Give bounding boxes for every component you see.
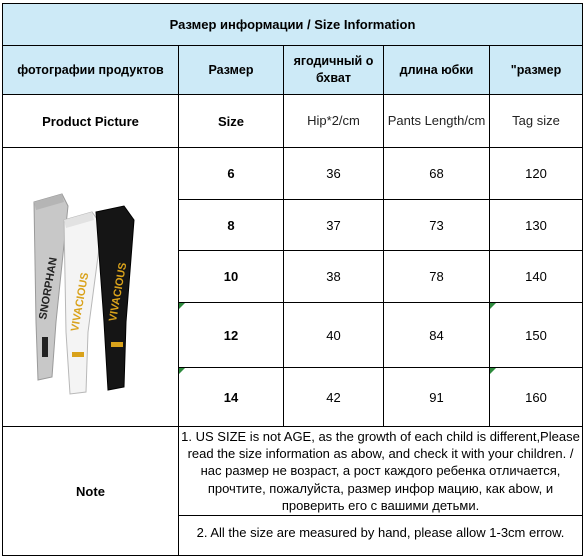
note-text-cell	[179, 427, 583, 556]
header-ru-tag: "размер	[490, 46, 583, 95]
cell-marker	[179, 368, 185, 374]
product-picture-cell	[3, 148, 179, 427]
header-ru-length: длина юбки	[384, 46, 490, 95]
size-chart-table	[2, 3, 583, 556]
size-value: 14	[223, 389, 239, 405]
product-picture	[16, 172, 166, 402]
length-cell: 91	[384, 368, 490, 427]
header-en-hip: Hip*2/cm	[284, 95, 384, 148]
note-row	[3, 427, 583, 556]
header-en-size: Size	[179, 95, 284, 148]
header-en-tag: Tag size	[490, 95, 583, 148]
black-leggings-image	[96, 206, 134, 390]
tag-cell	[490, 368, 583, 427]
hip-cell: 42	[284, 368, 384, 427]
black-print-text: VIVACIOUS	[106, 261, 129, 323]
chart-title: Размер информации / Size Information	[3, 4, 583, 46]
size-cell: 8	[179, 200, 284, 251]
white-print-text: VIVACIOUS	[68, 271, 91, 333]
length-cell: 84	[384, 303, 490, 368]
note-line-2: 2. All the size are measured by hand, please allow 1-3cm errow.	[196, 525, 565, 540]
size-cell	[179, 368, 284, 427]
note-label: Note	[3, 427, 179, 556]
hip-cell: 38	[284, 251, 384, 303]
cell-marker	[179, 303, 185, 309]
header-row-english	[3, 95, 583, 148]
tag-value: 160	[525, 389, 547, 405]
header-ru-photo: фотографии продуктов	[3, 46, 179, 95]
length-cell: 68	[384, 148, 490, 200]
hip-cell: 37	[284, 200, 384, 251]
tag-cell	[490, 303, 583, 368]
tag-cell: 140	[490, 251, 583, 303]
table-row	[3, 148, 583, 200]
hip-cell: 40	[284, 303, 384, 368]
size-value: 12	[223, 327, 239, 343]
hip-cell: 36	[284, 148, 384, 200]
header-ru-hip: ягодичный о бхват	[284, 46, 384, 95]
header-en-length: Pants Length/cm	[384, 95, 490, 148]
tag-cell: 130	[490, 200, 583, 251]
white-leggings-image	[64, 212, 102, 394]
length-cell: 73	[384, 200, 490, 251]
header-ru-size: Размер	[179, 46, 284, 95]
tag-cell: 120	[490, 148, 583, 200]
header-row-russian	[3, 46, 583, 95]
note-line-1: 1. US SIZE is not AGE, as the growth of each child is different,Please read the size information as abow, and check it with your children. / нас размер не возраст, а рост каждого ребенка отличается, прочтите, пожалуйста, размер инфор мацию, как abow, и проверить его с вашими детьми.	[179, 427, 582, 516]
size-cell	[179, 303, 284, 368]
gray-print-text: SNORPHAN	[36, 256, 60, 321]
tag-value: 150	[525, 327, 547, 343]
size-cell: 6	[179, 148, 284, 200]
size-cell: 10	[179, 251, 284, 303]
gray-leggings-image	[34, 194, 68, 380]
header-en-photo: Product Picture	[3, 95, 179, 148]
length-cell: 78	[384, 251, 490, 303]
cell-marker	[490, 368, 496, 374]
cell-marker	[490, 303, 496, 309]
